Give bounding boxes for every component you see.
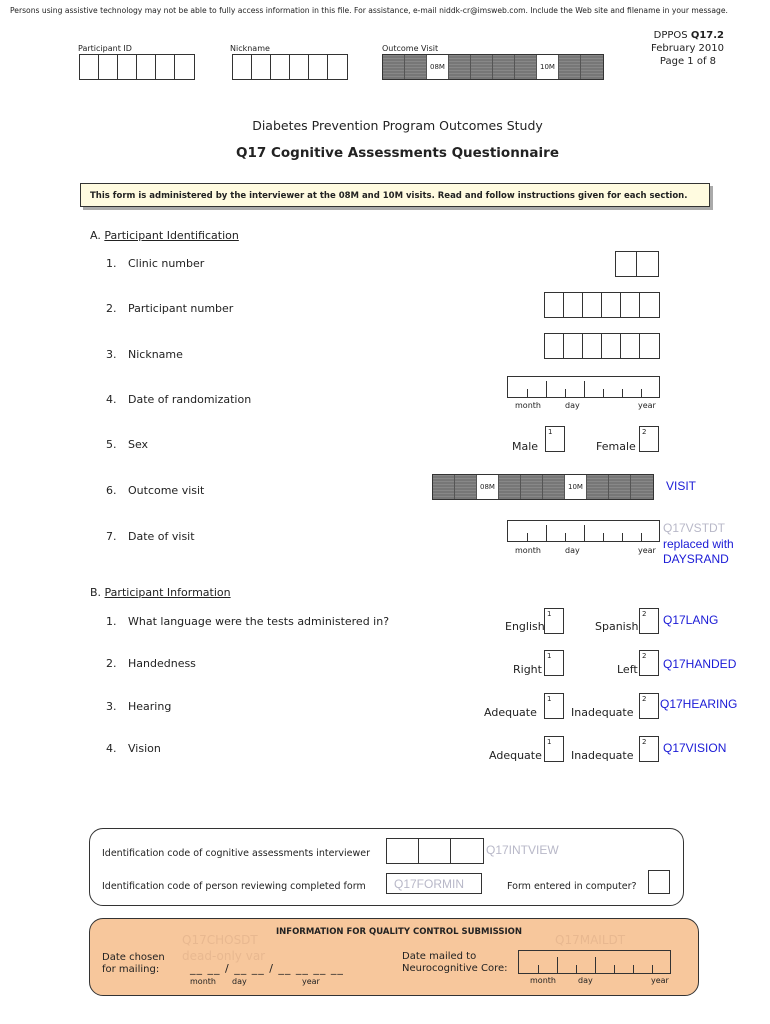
a5-label: Sex xyxy=(128,438,149,451)
qc-mailed-year: year xyxy=(651,976,669,985)
b3-opt1-label: Adequate xyxy=(484,706,537,719)
date-chosen-label-1: Date chosen xyxy=(102,952,165,963)
date-mailed-label-2: Neurocognitive Core: xyxy=(402,963,508,974)
qc-mailed-ghost: Q17MAILDT xyxy=(555,933,626,947)
b1-opt1-checkbox[interactable]: 1 xyxy=(544,608,564,634)
sex-female-checkbox[interactable]: 2 xyxy=(639,426,659,452)
b3-label: Hearing xyxy=(128,700,172,713)
vstdt-note-line1: replaced with xyxy=(663,537,734,551)
b2-num: 2. xyxy=(106,657,117,670)
accessibility-notice: Persons using assistive technology may not be able to fully access information in this file. For assistance, e-mail niddk-cr@imsweb.com. Include the Web site and filename in your message. xyxy=(10,6,728,15)
a4-label: Date of randomization xyxy=(128,393,252,406)
sex-male-checkbox[interactable]: 1 xyxy=(545,426,565,452)
b2-opt1-checkbox[interactable]: 1 xyxy=(544,650,564,676)
qc-title: INFORMATION FOR QUALITY CONTROL SUBMISSION xyxy=(276,927,522,937)
visit-date-month: month xyxy=(515,546,541,555)
a3-label: Nickname xyxy=(128,348,183,361)
study-title: Diabetes Prevention Program Outcomes Study xyxy=(252,118,543,133)
page-number: Page 1 of 8 xyxy=(659,56,716,67)
date-chosen-label-2: for mailing: xyxy=(102,964,160,975)
header-visit-08m: 08M xyxy=(427,55,449,79)
nickname-boxes[interactable] xyxy=(232,54,348,80)
b2-variable: Q17HANDED xyxy=(663,657,737,671)
qc-chosen-month: month xyxy=(190,977,216,986)
b2-label: Handedness xyxy=(128,657,196,670)
b4-opt2-checkbox[interactable]: 2 xyxy=(639,736,659,762)
header-outcome-visit-boxes[interactable] xyxy=(382,54,604,80)
qc-chosen-year: year xyxy=(302,977,320,986)
b4-opt1-label: Adequate xyxy=(489,749,542,762)
section-b-heading: B. Participant Information xyxy=(90,586,231,599)
b1-opt2-checkbox[interactable]: 2 xyxy=(639,608,659,634)
rand-date-year: year xyxy=(638,401,656,410)
b3-variable: Q17HEARING xyxy=(660,697,738,711)
form-title: Q17 Cognitive Assessments Questionnaire xyxy=(236,145,559,161)
interviewer-id-label: Identification code of cognitive assessments interviewer xyxy=(102,848,371,859)
qc-chosen-ghost: Q17CHOSDT xyxy=(182,933,258,947)
outcome-visit-label: Outcome Visit xyxy=(382,44,439,53)
form-date: February 2010 xyxy=(651,43,724,54)
header-visit-10m: 10M xyxy=(537,55,559,79)
b4-opt2-label: Inadequate xyxy=(571,749,634,762)
qc-chosen-day: day xyxy=(232,977,247,986)
visit-10m-box: 10M xyxy=(565,475,587,499)
reviewer-id-label: Identification code of person reviewing completed form xyxy=(102,881,366,892)
outcome-visit-boxes[interactable] xyxy=(432,474,654,500)
visit-date-field[interactable] xyxy=(507,520,660,542)
nickname-answer-boxes[interactable] xyxy=(544,333,660,359)
form-entered-checkbox[interactable] xyxy=(648,870,670,894)
b3-num: 3. xyxy=(106,700,117,713)
visit-date-day: day xyxy=(565,546,580,555)
visit-date-year: year xyxy=(638,546,656,555)
qc-chosen-ghost-note: dead-only var xyxy=(182,949,266,963)
a4-num: 4. xyxy=(106,393,117,406)
b2-opt1-label: Right xyxy=(513,663,542,676)
b3-opt1-checkbox[interactable]: 1 xyxy=(544,693,564,719)
b4-variable: Q17VISION xyxy=(663,741,727,755)
form-entered-label: Form entered in computer? xyxy=(507,881,637,892)
b4-label: Vision xyxy=(128,742,161,755)
date-chosen-blank[interactable]: __ __ / __ __ / __ __ __ __ xyxy=(190,962,344,975)
form-code: DPPOS Q17.2 xyxy=(653,30,724,41)
b1-opt2-label: Spanish xyxy=(595,620,639,633)
sex-female-label: Female xyxy=(596,440,636,453)
nickname-label: Nickname xyxy=(230,44,270,53)
a6-num: 6. xyxy=(106,484,117,497)
rand-date-day: day xyxy=(565,401,580,410)
a7-num: 7. xyxy=(106,530,117,543)
date-mailed-label-1: Date mailed to xyxy=(402,951,477,962)
randomization-date-field[interactable] xyxy=(507,376,660,398)
interviewer-ghost-variable: Q17INTVIEW xyxy=(486,843,559,857)
a2-label: Participant number xyxy=(128,302,234,315)
b3-opt2-checkbox[interactable]: 2 xyxy=(639,693,659,719)
a7-label: Date of visit xyxy=(128,530,195,543)
b2-opt2-checkbox[interactable]: 2 xyxy=(639,650,659,676)
visit-variable: VISIT xyxy=(666,479,697,493)
a6-label: Outcome visit xyxy=(128,484,205,497)
b1-variable: Q17LANG xyxy=(663,613,719,627)
instruction-banner: This form is administered by the interviewer at the 08M and 10M visits. Read and follow instructions given for each section. xyxy=(80,183,710,207)
b4-opt1-checkbox[interactable]: 1 xyxy=(544,736,564,762)
date-mailed-field[interactable] xyxy=(518,950,671,974)
b2-opt2-label: Left xyxy=(617,663,638,676)
rand-date-month: month xyxy=(515,401,541,410)
b3-opt2-label: Inadequate xyxy=(571,706,634,719)
b1-label: What language were the tests administered in? xyxy=(128,615,390,628)
a5-num: 5. xyxy=(106,438,117,451)
section-a-heading: A. Participant Identification xyxy=(90,229,239,242)
a1-num: 1. xyxy=(106,257,117,270)
visit-08m-box: 08M xyxy=(477,475,499,499)
vstdt-note-line2: DAYSRAND xyxy=(663,552,729,566)
b1-opt1-label: English xyxy=(505,620,545,633)
vstdt-ghost-variable: Q17VSTDT xyxy=(663,521,726,535)
a2-num: 2. xyxy=(106,302,117,315)
a3-num: 3. xyxy=(106,348,117,361)
participant-id-label: Participant ID xyxy=(78,44,132,53)
interviewer-id-boxes[interactable] xyxy=(386,838,484,864)
participant-number-boxes[interactable] xyxy=(544,292,660,318)
reviewer-ghost-variable: Q17FORMIN xyxy=(394,877,465,891)
b1-num: 1. xyxy=(106,615,117,628)
participant-id-boxes[interactable] xyxy=(79,54,195,80)
a1-label: Clinic number xyxy=(128,257,205,270)
clinic-number-boxes[interactable] xyxy=(615,251,659,277)
sex-male-label: Male xyxy=(512,440,539,453)
qc-mailed-month: month xyxy=(530,976,556,985)
qc-mailed-day: day xyxy=(578,976,593,985)
b4-num: 4. xyxy=(106,742,117,755)
